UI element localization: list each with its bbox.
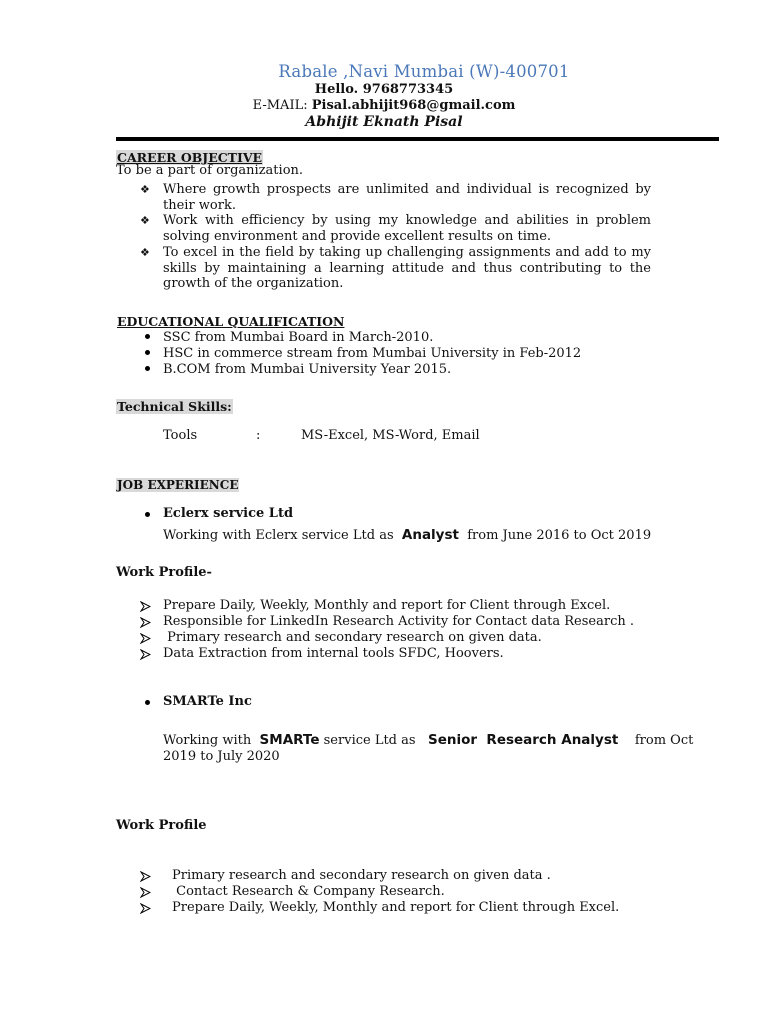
experience-heading: JOB EXPERIENCE (117, 478, 239, 492)
skills-value: MS-Excel, MS-Word, Email (301, 428, 480, 443)
arrow-bullet-icon (140, 903, 151, 914)
education-item: SSC from Mumbai Board in March-2010. (163, 330, 434, 345)
bullet-icon (145, 512, 150, 517)
job2-company: SMARTe Inc (163, 694, 252, 709)
job1-profile-item: Data Extraction from internal tools SFDC, Hoovers. (163, 646, 504, 661)
email-label: E-MAIL: (252, 98, 308, 113)
phone-label: Hello. (314, 82, 359, 97)
job2-profile-heading: Work Profile (116, 818, 207, 833)
job2-profile-item: Prepare Daily, Weekly, Monthly and report for Client through Excel. (172, 900, 620, 915)
diamond-bullet-icon: ❖ (140, 214, 150, 227)
phone-number: 9768773345 (362, 82, 454, 97)
skills-section (116, 396, 233, 415)
arrow-bullet-icon (140, 617, 151, 628)
header-rule (116, 137, 719, 141)
job2-profile-item: Contact Research & Company Research. (172, 884, 445, 899)
candidate-name: Abhijit Eknath Pisal (305, 114, 463, 130)
job2-company-inline: SMARTe (259, 732, 320, 748)
job1-company: Eclerx service Ltd (163, 506, 294, 521)
career-item: Work with efficiency by using my knowledge and abilities in problem solving environment and provide excellent results on time. (163, 213, 651, 244)
job1-profile-item: Primary research and secondary research on given data. (163, 630, 542, 645)
diamond-bullet-icon: ❖ (140, 183, 150, 196)
job2-role: Senior Research Analyst (427, 732, 619, 748)
skills-colon: : (256, 428, 261, 443)
diamond-bullet-icon: ❖ (140, 246, 150, 259)
arrow-bullet-icon (140, 601, 151, 612)
email-address: Pisal.abhijit968@gmail.com (311, 98, 516, 113)
address: Rabale ,Navi Mumbai (W)-400701 (278, 62, 570, 81)
career-item: To excel in the field by taking up challenging assignments and add to my skills by maintaining a learning attitude and thus contributing to the growth of the organization. (163, 245, 651, 292)
email-line (0, 98, 768, 113)
job1-profile-heading: Work Profile- (116, 565, 212, 580)
job2-summary (163, 732, 694, 749)
job2-summary-pre: Working with (163, 733, 252, 748)
job2-summary-line2: 2019 to July 2020 (163, 749, 280, 764)
arrow-bullet-icon (140, 633, 151, 644)
bullet-icon (145, 700, 150, 705)
bullet-icon (145, 350, 150, 355)
job1-role: Analyst (401, 527, 459, 543)
job1-summary (163, 527, 651, 544)
job2-summary-post: from Oct (634, 733, 694, 748)
education-section (116, 311, 345, 330)
career-objective-heading: CAREER OBJECTIVE (117, 150, 263, 165)
job2-profile-item: Primary research and secondary research on given data . (172, 868, 551, 883)
arrow-bullet-icon (140, 887, 151, 898)
job2-summary-mid: service Ltd as (323, 733, 416, 748)
bullet-icon (145, 366, 150, 371)
bullet-icon (145, 334, 150, 339)
education-item: HSC in commerce stream from Mumbai University in Feb-2012 (163, 346, 582, 361)
experience-section (116, 474, 239, 493)
arrow-bullet-icon (140, 871, 151, 882)
skills-label: Tools (163, 428, 198, 443)
arrow-bullet-icon (140, 649, 151, 660)
education-heading: EDUCATIONAL QUALIFICATION (117, 314, 345, 329)
job1-summary-pre: Working with Eclerx service Ltd as (163, 528, 394, 543)
job1-profile-item: Prepare Daily, Weekly, Monthly and report for Client through Excel. (163, 598, 611, 613)
career-item: Where growth prospects are unlimited and individual is recognized by their work. (163, 182, 651, 213)
education-item: B.COM from Mumbai University Year 2015. (163, 362, 452, 377)
skills-heading: Technical Skills: (117, 399, 232, 414)
phone-line (0, 82, 768, 97)
career-intro: To be a part of organization. (116, 163, 304, 178)
job1-summary-post: from June 2016 to Oct 2019 (467, 528, 652, 543)
job1-profile-item: Responsible for LinkedIn Research Activity for Contact data Research . (163, 614, 634, 629)
